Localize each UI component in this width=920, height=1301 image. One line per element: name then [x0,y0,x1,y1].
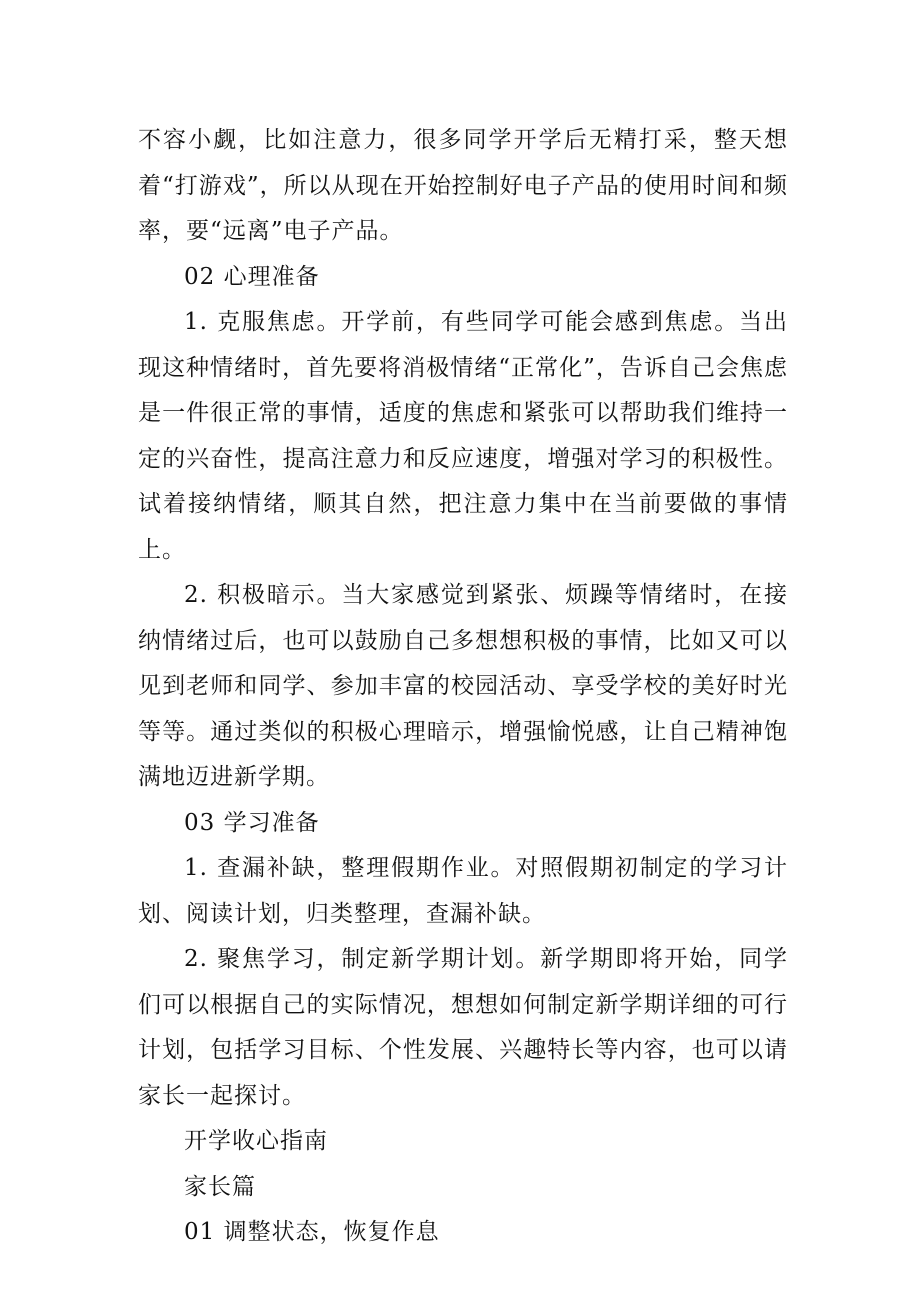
heading-parents-section: 家长篇 [184,1173,256,1200]
paragraph-check-homework: 1. 查漏补缺，整理假期作业。对照假期初制定的学习计划、阅读计划，归类整理，查漏补缺。 [138,855,788,927]
heading-adjust-routine: 01 调整状态，恢复作息 [184,1219,440,1245]
heading-psychological-preparation: 02 心理准备 [184,263,320,290]
paragraph-positive-suggestion: 2. 积极暗示。当大家感觉到紧张、烦躁等情绪时，在接纳情绪过后，也可以鼓励自己多想想积极的事情，比如又可以见到老师和同学、参加丰富的校园活动、享受学校的美好时光等等。通过类似的积极心理暗示，增强愉悦感，让自己精神饱满地迈进新学期。 [138,582,788,790]
heading-guide-title: 开学收心指南 [184,1128,328,1154]
heading-study-preparation: 03 学习准备 [184,809,320,836]
paragraph-semester-plan: 2. 聚焦学习，制定新学期计划。新学期即将开始，同学们可以根据自己的实际情况，想想如何制定新学期详细的可行计划，包括学习目标、个性发展、兴趣特长等内容，也可以请家长一起探讨。 [138,946,788,1109]
paragraph-overcome-anxiety: 1. 克服焦虑。开学前，有些同学可能会感到焦虑。当出现这种情绪时，首先要将消极情绪“正常化”，告诉自己会焦虑是一件很正常的事情，适度的焦虑和紧张可以帮助我们维持一定的兴奋性，提高注意力和反应速度，增强对学习的积极性。试着接纳情绪，顺其自然，把注意力集中在当前要做的事情上。 [138,309,788,563]
document-page [138,118,788,1256]
paragraph-electronics-continued: 不容小觑，比如注意力，很多同学开学后无精打采，整天想着“打游戏”，所以从现在开始控制好电子产品的使用时间和频率，要“远离”电子产品。 [138,127,788,244]
